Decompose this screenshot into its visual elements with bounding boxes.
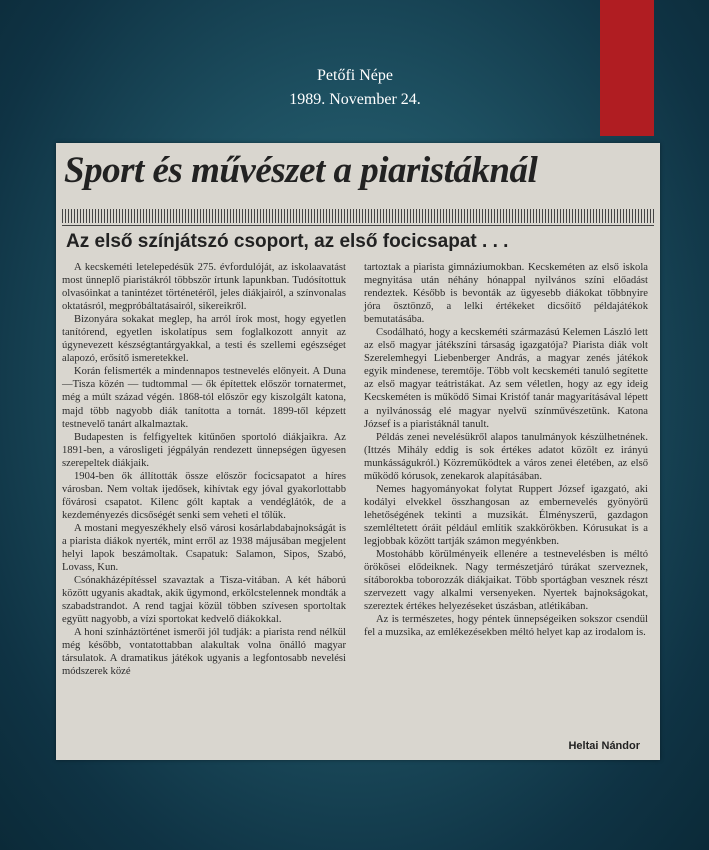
- article-headline: Sport és művészet a piaristáknál: [64, 150, 538, 191]
- divider-line: [62, 225, 654, 226]
- paragraph: Példás zenei nevelésükről alapos tanulmányok készülhetnének. (Ittzés Mihály eddig is sok értékes adatot közölt ez irányú munkásságukról.) Közreműködtek a város zenei életében, az első működő kórusok, zenekarok alapításában.: [364, 431, 648, 482]
- newspaper-clipping: [56, 143, 660, 760]
- paragraph: Korán felismerték a mindennapos testnevelés előnyeit. A Duna—Tisza közén — tudtommal — ők építettek először tornatermet, még a múlt század végén. 1868-tól először egy kiszolgált katona, majd több nagyobb diák tanította a tornát. 1899-től képzett testnevelő tanárt alkalmaztak.: [62, 366, 346, 430]
- article-subheadline: Az első színjátszó csoport, az első focicsapat . . .: [66, 231, 509, 252]
- paragraph: 1904-ben ők állították össze először focicsapatot a híres városban. Nem voltak ijedősek, kihívtak egy jóval gyakorlottabb fővárosi csapatot. Kilenc gólt kaptak a vendéglátók, de a kezdeményezés dicsőségét senki sem veheti el tőlük.: [62, 470, 346, 521]
- article-column-right: [364, 261, 648, 639]
- red-accent-bar: [600, 0, 654, 136]
- paragraph: A kecskeméti letelepedésük 275. évfordulóját, az iskolaavatást most ünneplő piaristákról többször írtunk lapunkban. Tudósítottuk olvasóinkat a tanintézet történetéről, jeles diákjairól, a színvonalas oktatásról, megpróbáltatásairól, sikereikről.: [62, 262, 346, 313]
- publication-date: 1989. November 24.: [289, 91, 421, 108]
- paragraph: Csodálható, hogy a kecskeméti származású Kelemen László lett az első magyar játékszíni társaság igazgatója? Piarista diák volt Szerelemhegyi Liebenberger András, a magyar zenés játékok egyik mindenese, teremtője. Több volt kecskeméti tanuló segítette az első magyar teátristákat. Az sem véletlen, hogy az egy ideig Kecskeméten is működő Simai Kristóf tanár magyarításával lépett a nyilvánosság elé magyar nyelvű színművészetünk. Katona József is a piaristáknál tanult.: [364, 327, 648, 430]
- paragraph: Mostohább körülményeik ellenére a testnevelésben is méltó örökösei elődeiknek. Nagy természetjáró túrákat szerveznek, sítáborokba toborozzák diákjaikat. Több sportágban vesznek részt szervezett vagy alkalmi versenyeken. Nyertek bajnokságokat, szereztek értékes helyezéseket úszásban, atlétikában.: [364, 549, 648, 613]
- article-column-left: [62, 261, 346, 679]
- hatched-divider: [62, 209, 654, 223]
- newspaper-name: Petőfi Népe: [317, 67, 393, 84]
- paragraph: A mostani megyeszékhely első városi kosárlabdabajnokságát is a piarista diákok nyerték, mint erről az 1938 májusában megjelent helyi lapok beszámoltak. Csapatuk: Salamon, Sipos, Szabó, Lovass, Kun.: [62, 522, 346, 574]
- paragraph: Az is természetes, hogy péntek ünnepségeiken sokszor csendül fel a muzsika, az emlékezésekben méltó helyet kap az irodalom is.: [364, 614, 648, 639]
- paragraph: Bizonyára sokakat meglep, ha arról írok most, hogy egyetlen tanítórend, egyetlen iskolatípus sem foglalkozott annyit az úgynevezett készségtantárgyakkal, a testi és szellemi egészséget alapozó, erősítő ismeretekkel.: [62, 314, 346, 365]
- paragraph: tartoztak a piarista gimnáziumokban. Kecskeméten az első iskola megnyitása után néhány hónappal nyilvános színi előadást rendeztek. Később is bevonták az ügyesebb diákokat többnyire jóra ösztönző, a lelki értékeket dicsőítő példajátékok bemutatásába.: [364, 262, 648, 326]
- slide-caption: [220, 64, 490, 112]
- paragraph: Nemes hagyományokat folytat Ruppert József igazgató, aki kodályi elvekkel összhangosan az embernevelés gyönyörű lehetőségének tekinti a muzsikát. Élményszerű, gazdagon szemléltetett óráit például említik szakkörökben. Kórusukat is a legjobbak között tartják számon megyénkben.: [364, 483, 648, 547]
- paragraph: Budapesten is felfigyeltek kitűnően sportoló diákjaikra. Az 1891-ben, a városligeti jégpályán rendezett ünnepségen ügyesen szerepeltek diákjaik.: [62, 431, 346, 469]
- paragraph: A honi színháztörténet ismerői jól tudják: a piarista rend nélkül még később, vontatottabban alakultak volna önálló magyar társulatok. A dramatikus játékok ugyanis a legfontosabb nevelési módszerek közé: [62, 627, 346, 678]
- paragraph: Csónakházépítéssel szavaztak a Tisza-vitában. A két háború között ugyanis akadtak, akik ügymond, erkölcstelennek mondták a szabadstrandot. A rend tagjai közül többen szívesen sportoltak együtt nagyobb, a vízi sportokat kedvelő diákokkal.: [62, 575, 346, 626]
- article-author: Heltai Nándor: [568, 740, 640, 752]
